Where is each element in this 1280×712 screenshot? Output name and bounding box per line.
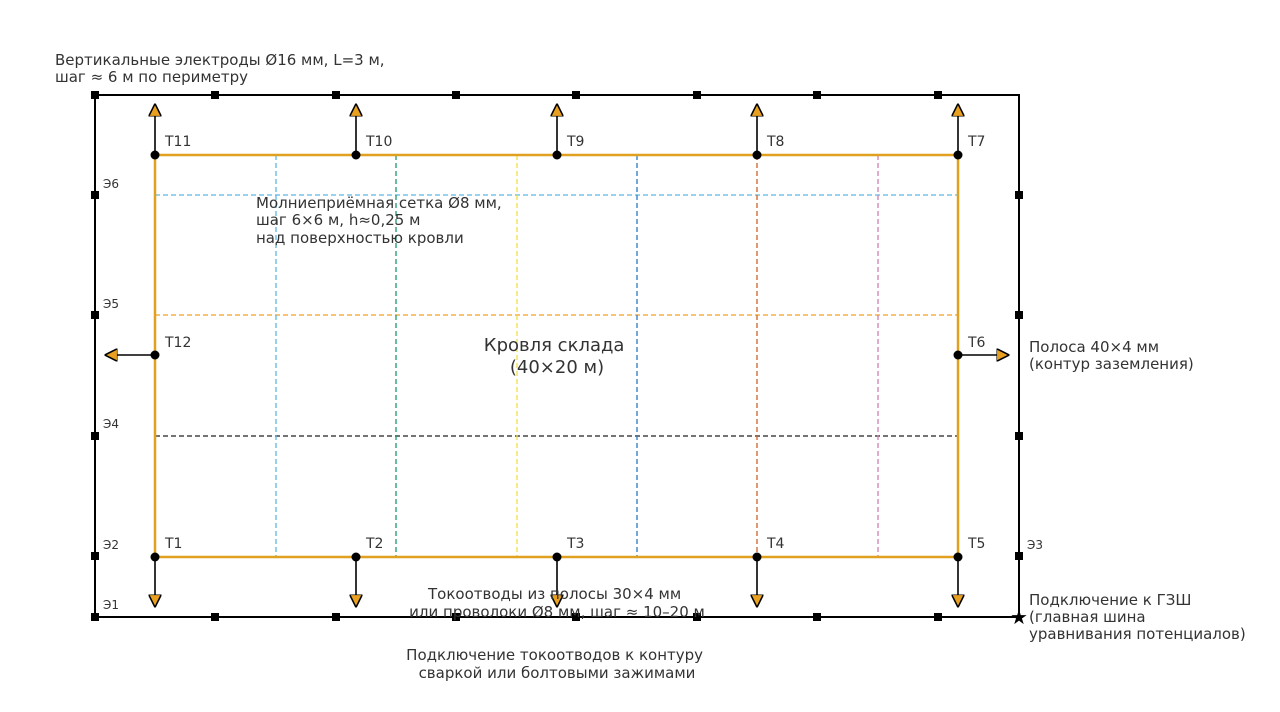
electrode-marker bbox=[211, 91, 219, 99]
terminal-dot-t1 bbox=[151, 553, 160, 562]
terminal-dot-t8 bbox=[753, 151, 762, 160]
terminal-label-t8: T8 bbox=[767, 134, 785, 150]
electrode-marker bbox=[813, 91, 821, 99]
terminal-label-t6: T6 bbox=[968, 335, 986, 351]
electrode-marker bbox=[1015, 432, 1023, 440]
electrode-marker bbox=[332, 613, 340, 621]
electrode-marker bbox=[1015, 552, 1023, 560]
terminal-dot-t10 bbox=[352, 151, 361, 160]
electrode-marker bbox=[934, 91, 942, 99]
electrode-marker bbox=[572, 91, 580, 99]
electrode-marker bbox=[1015, 311, 1023, 319]
terminal-label-t9: T9 bbox=[567, 134, 585, 150]
gzsh-note: Подключение к ГЗШ (главная шина уравнивания потенциалов) bbox=[1029, 591, 1246, 643]
terminal-dot-t2 bbox=[352, 553, 361, 562]
electrode-marker bbox=[91, 191, 99, 199]
terminal-label-t10: T10 bbox=[366, 134, 393, 150]
electrode-label-e4: Э4 bbox=[103, 417, 120, 431]
electrode-marker bbox=[1015, 191, 1023, 199]
terminal-dot-t12 bbox=[151, 351, 160, 360]
terminal-label-t4: T4 bbox=[767, 536, 785, 552]
terminal-dot-t5 bbox=[954, 553, 963, 562]
electrode-marker bbox=[211, 613, 219, 621]
terminal-dot-t6 bbox=[954, 351, 963, 360]
terminal-label-t11: T11 bbox=[165, 134, 192, 150]
electrode-label-e6: Э6 bbox=[103, 177, 120, 191]
terminal-label-t5: T5 bbox=[968, 536, 986, 552]
terminal-dot-t9 bbox=[553, 151, 562, 160]
electrodes-note: Вертикальные электроды Ø16 мм, L=3 м, шаг ≈ 6 м по периметру bbox=[55, 51, 385, 86]
electrode-marker bbox=[91, 311, 99, 319]
terminal-label-t3: T3 bbox=[567, 536, 585, 552]
terminal-dot-t4 bbox=[753, 553, 762, 562]
electrode-marker bbox=[91, 613, 99, 621]
electrode-marker bbox=[693, 91, 701, 99]
electrode-marker bbox=[91, 432, 99, 440]
electrode-marker bbox=[813, 613, 821, 621]
terminal-label-t7: T7 bbox=[968, 134, 986, 150]
ground-electrodes bbox=[91, 91, 1023, 621]
electrode-marker bbox=[452, 91, 460, 99]
electrode-label-e1: Э1 bbox=[103, 598, 120, 612]
terminal-dot-t3 bbox=[553, 553, 562, 562]
strip-note: Полоса 40×4 мм (контур заземления) bbox=[1029, 338, 1194, 373]
gzsh-star-icon: ★ bbox=[1010, 605, 1028, 629]
downconductors-note: Токоотводы из полосы 30×4 мм или проволоки Ø8 мм, шаг ≈ 10–20 м bbox=[409, 585, 705, 621]
connection-note: Подключение токоотводов к контуру сваркой или болтовыми зажимами bbox=[406, 646, 704, 682]
terminal-label-t2: T2 bbox=[366, 536, 384, 552]
electrode-label-e2: Э2 bbox=[103, 538, 120, 552]
terminal-dot-t7 bbox=[954, 151, 963, 160]
terminal-label-t1: T1 bbox=[165, 536, 183, 552]
terminal-label-t12: T12 bbox=[165, 335, 192, 351]
electrode-marker bbox=[332, 91, 340, 99]
electrode-label-e5: Э5 bbox=[103, 297, 120, 311]
roof-label: Кровля склада (40×20 м) bbox=[483, 335, 625, 378]
mesh-note: Молниеприёмная сетка Ø8 мм, шаг 6×6 м, h≈0,25 м над поверхностью кровли bbox=[256, 194, 502, 247]
electrode-marker bbox=[934, 613, 942, 621]
electrode-label-e3: Э3 bbox=[1027, 538, 1044, 552]
electrode-marker bbox=[91, 552, 99, 560]
terminal-dot-t11 bbox=[151, 151, 160, 160]
ground-loop-contour bbox=[95, 95, 1019, 617]
electrode-marker bbox=[91, 91, 99, 99]
